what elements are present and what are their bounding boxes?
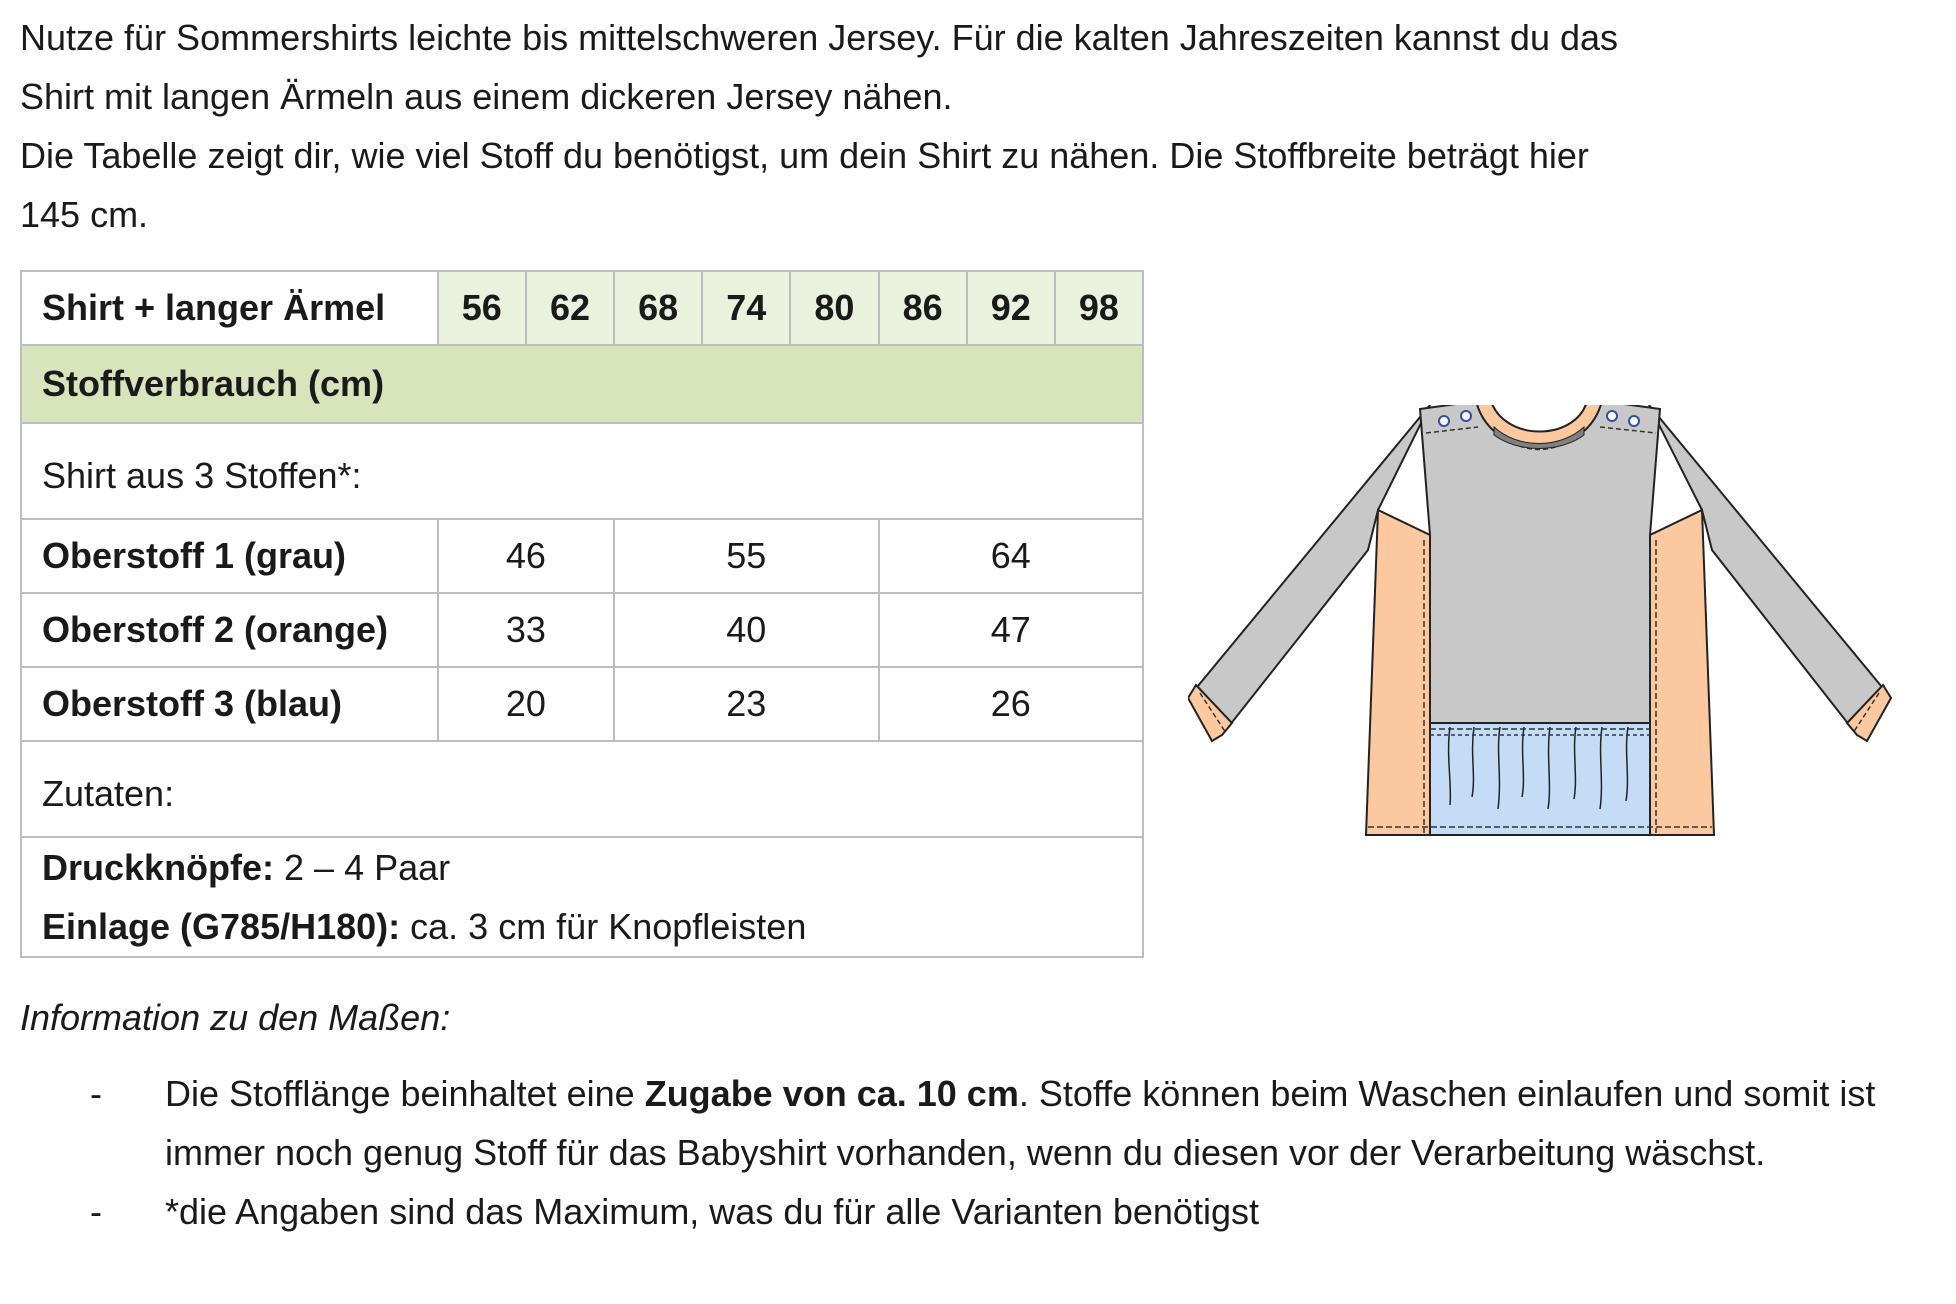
notion-line (42, 897, 1122, 956)
right-side-panel (1650, 510, 1714, 835)
size-cell: 98 (1055, 271, 1143, 345)
size-cell: 80 (790, 271, 878, 345)
table-cell: 33 (438, 593, 614, 667)
intro-line: Nutze für Sommershirts leichte bis mittelschweren Jersey. Für die kalten Jahreszeiten kannst du das (20, 17, 1619, 58)
notion-line (42, 838, 1122, 897)
row-label: Oberstoff 2 (orange) (21, 593, 438, 667)
snap-icon (1461, 411, 1471, 421)
table-cell: 47 (879, 593, 1143, 667)
note-bold: Zugabe von ca. 10 cm (644, 1073, 1019, 1114)
table-cell: 20 (438, 667, 614, 741)
snap-icon (1439, 416, 1449, 426)
size-cell: 92 (967, 271, 1055, 345)
row-label: Oberstoff 3 (blau) (21, 667, 438, 741)
size-cell: 62 (526, 271, 614, 345)
dash-bullet: - (90, 1191, 102, 1232)
group-label: Shirt aus 3 Stoffen*: (21, 423, 1143, 519)
info-title: Information zu den Maßen: (20, 997, 451, 1038)
notion-value: ca. 3 cm für Knopfleisten (400, 906, 807, 947)
table-header-label: Shirt + langer Ärmel (21, 271, 438, 345)
group-row (21, 423, 1143, 519)
size-cell: 74 (702, 271, 790, 345)
notion-label: Einlage (G785/H180): (42, 906, 401, 947)
snap-icon (1629, 416, 1639, 426)
fabric-consumption-table (20, 270, 1144, 958)
table-cell: 23 (614, 667, 878, 741)
notions-row (21, 837, 1143, 957)
size-cell: 68 (614, 271, 702, 345)
shirt-body (1420, 405, 1660, 723)
section-label: Stoffverbrauch (cm) (21, 345, 1143, 423)
intro-line: Die Tabelle zeigt dir, wie viel Stoff du benötigst, um dein Shirt zu nähen. Die Stoffbreite beträgt hier (20, 135, 1589, 176)
zutaten-label: Zutaten: (21, 741, 1143, 837)
section-header-row (21, 345, 1143, 423)
peplum (1430, 723, 1650, 835)
intro-line: Shirt mit langen Ärmeln aus einem dickeren Jersey nähen. (20, 76, 953, 117)
list-item (20, 1064, 1920, 1182)
table-row (21, 519, 1143, 593)
intro-line: 145 cm. (20, 194, 149, 235)
notion-label: Druckknöpfe: (42, 847, 275, 888)
notion-value: 2 – 4 Paar (274, 847, 451, 888)
table-cell: 40 (614, 593, 878, 667)
table-cell: 46 (438, 519, 614, 593)
notions-cell (21, 837, 1143, 957)
note-text: Die Stofflänge beinhaltet eine (165, 1073, 645, 1114)
note-text: *die Angaben sind das Maximum, was du für alle Varianten benötigst (165, 1191, 1259, 1232)
size-header-row (21, 271, 1143, 345)
zutaten-row (21, 741, 1143, 837)
list-item (20, 1182, 1920, 1241)
snap-icon (1607, 411, 1617, 421)
table-cell: 55 (614, 519, 878, 593)
table-row (21, 593, 1143, 667)
left-side-panel (1366, 510, 1430, 835)
size-cell: 86 (879, 271, 967, 345)
info-notes (20, 1064, 1920, 1241)
dash-bullet: - (90, 1073, 102, 1114)
shirt-illustration (1188, 405, 1898, 845)
table-cell: 64 (879, 519, 1143, 593)
size-cell: 56 (438, 271, 526, 345)
note-text: . Stoffe können beim Waschen einlaufen und somit ist immer noch genug Stoff für das Babyshirt vorhanden, wenn du diesen vor der Verarbeitung wäschst. (165, 1073, 1876, 1173)
table-cell: 26 (879, 667, 1143, 741)
intro-text (20, 8, 1920, 244)
table-row (21, 667, 1143, 741)
row-label: Oberstoff 1 (grau) (21, 519, 438, 593)
